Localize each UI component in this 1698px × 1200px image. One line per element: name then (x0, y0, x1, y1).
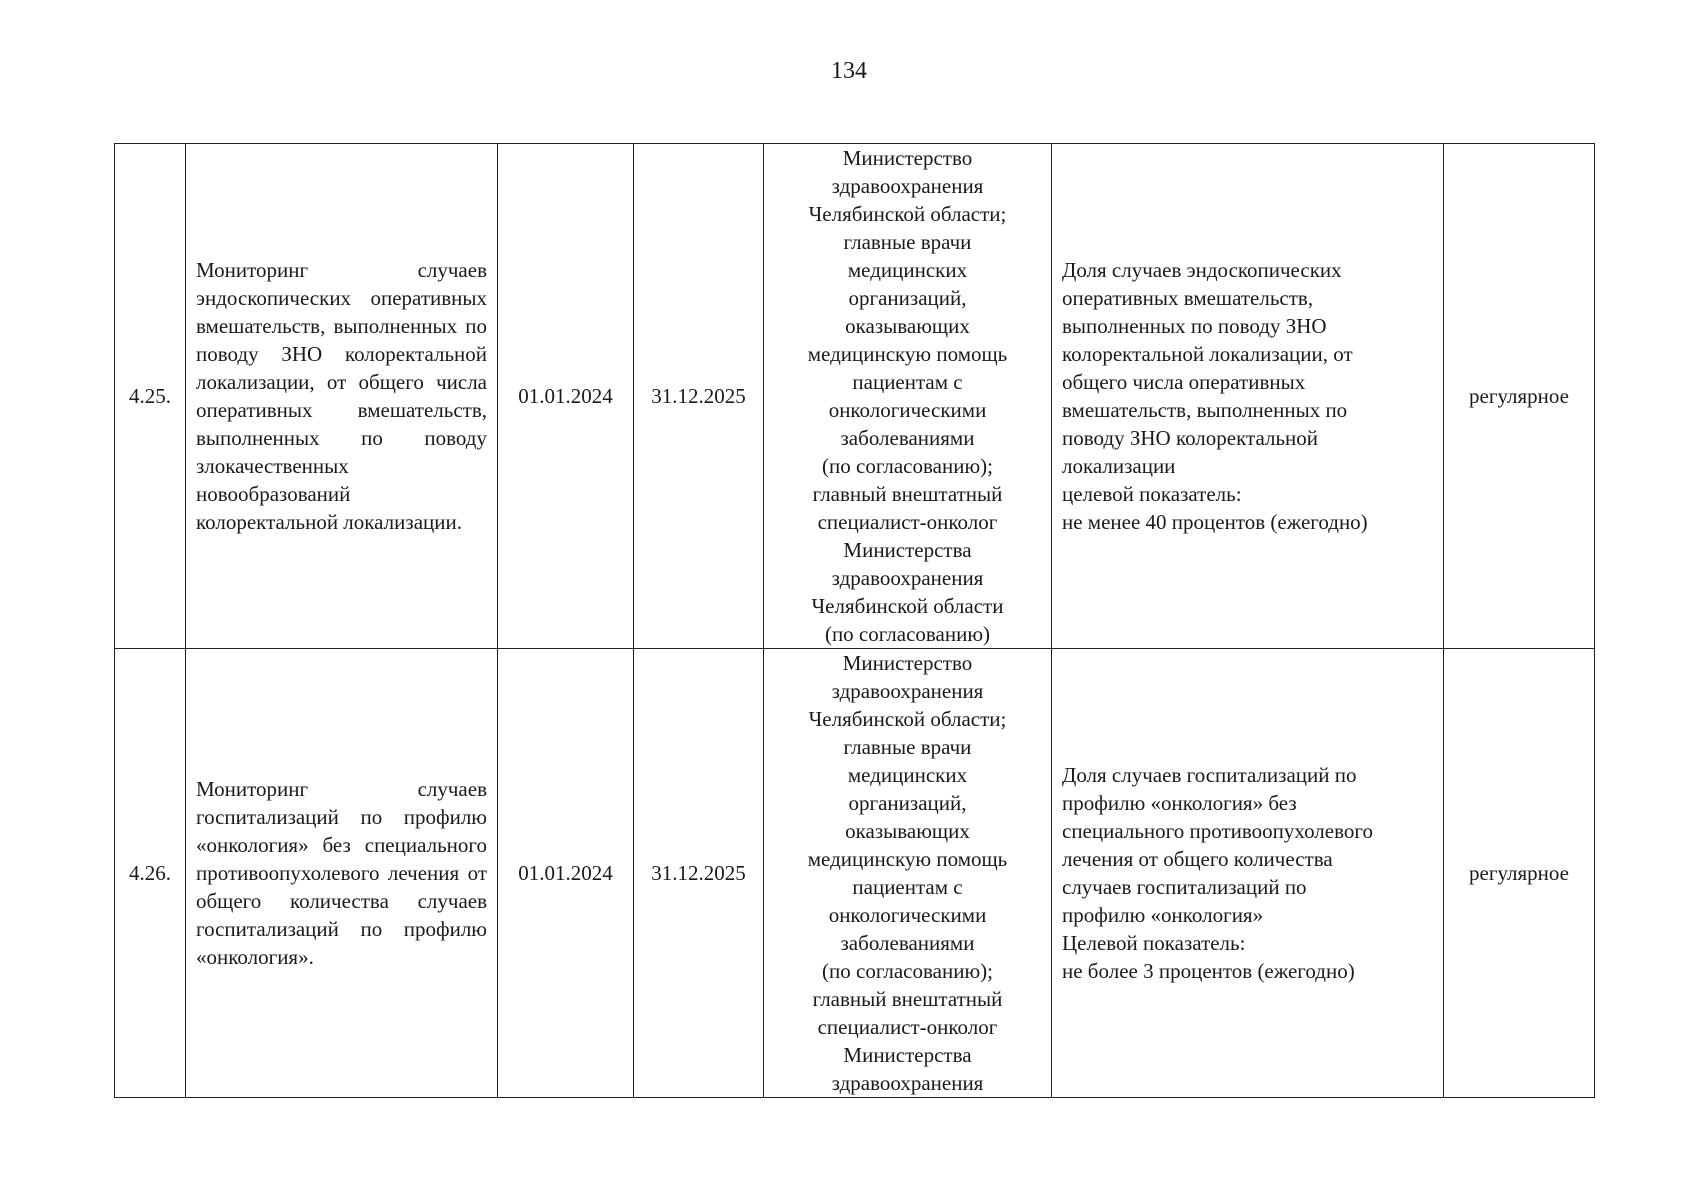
result-line: профилю «онкология» без (1062, 791, 1297, 815)
result-line: Доля случаев эндоскопических (1062, 258, 1342, 282)
measure-type: регулярное (1444, 144, 1595, 649)
result-line: оперативных вмешательств, (1062, 286, 1314, 310)
responsible-line: Челябинской области; (808, 707, 1007, 731)
result-line: Доля случаев госпитализаций по (1062, 763, 1357, 787)
result-line: поводу ЗНО колоректальной (1062, 426, 1318, 450)
responsible-line: Министерство (842, 651, 973, 675)
responsible-line: главный внештатный (812, 482, 1003, 506)
responsible-line: Министерства (843, 538, 972, 562)
responsible-line: специалист-онколог (817, 510, 998, 534)
responsible-line: оказывающих (845, 314, 970, 338)
responsible-line: специалист-онколог (817, 1015, 998, 1039)
responsible-line: здравоохранения (831, 679, 984, 703)
result-line: лечения от общего количества (1062, 847, 1333, 871)
result-line: специального противоопухолевого (1062, 819, 1373, 843)
responsible-line: заболеваниями (840, 426, 975, 450)
row-number: 4.26. (115, 649, 186, 1098)
expected-result (1052, 144, 1444, 649)
measure-type: регулярное (1444, 649, 1595, 1098)
responsible-line: здравоохранения (831, 1071, 984, 1095)
responsible-line: здравоохранения (831, 566, 984, 590)
responsible-line: медицинских (847, 258, 968, 282)
measure-description: Мониторинг случаев эндоскопических оперативных вмешательств, выполненных по поводу ЗНО колоректальной локализации, от общего числа оперативных вмешательств, выполненных по поводу злокачественных новообразований колоректальной локализации. (186, 144, 498, 649)
measures-table (114, 143, 1595, 1098)
result-line: локализации (1062, 454, 1176, 478)
responsible-line: медицинскую помощь (807, 847, 1008, 871)
responsible-line: онкологическими (828, 903, 987, 927)
result-line: не менее 40 процентов (ежегодно) (1062, 510, 1368, 534)
responsible-line: (по согласованию); (822, 454, 993, 478)
responsible-line: организаций, (848, 791, 967, 815)
responsible-line: главные врачи (843, 230, 972, 254)
result-line: Целевой показатель: (1062, 931, 1246, 955)
page-number: 134 (831, 58, 867, 84)
responsible-line: главные врачи (843, 735, 972, 759)
end-date: 31.12.2025 (634, 649, 764, 1098)
responsible-line: Министерство (842, 146, 973, 170)
responsible-line: (по согласованию); (822, 959, 993, 983)
responsible-line: (по согласованию) (824, 622, 991, 646)
table-row (115, 649, 1595, 1098)
result-line: общего числа оперативных (1062, 370, 1306, 394)
end-date: 31.12.2025 (634, 144, 764, 649)
start-date: 01.01.2024 (498, 144, 634, 649)
responsible-line: пациентам с (852, 370, 963, 394)
table-row (115, 144, 1595, 649)
measure-description: Мониторинг случаев госпитализаций по профилю «онкология» без специального противоопухолевого лечения от общего количества случаев госпитализаций по профилю «онкология». (186, 649, 498, 1098)
responsible-line: Министерства (843, 1043, 972, 1067)
responsible-line: главный внештатный (812, 987, 1003, 1011)
expected-result (1052, 649, 1444, 1098)
responsible-line: медицинских (847, 763, 968, 787)
responsible-line: Челябинской области (811, 594, 1004, 618)
responsible-line: здравоохранения (831, 174, 984, 198)
result-line: целевой показатель: (1062, 482, 1242, 506)
result-line: выполненных по поводу ЗНО (1062, 314, 1327, 338)
responsible-line: онкологическими (828, 398, 987, 422)
row-number: 4.25. (115, 144, 186, 649)
responsible-line: организаций, (848, 286, 967, 310)
responsible-line: пациентам с (852, 875, 963, 899)
responsible-executors (764, 649, 1052, 1098)
result-line: вмешательств, выполненных по (1062, 398, 1348, 422)
result-line: профилю «онкология» (1062, 903, 1264, 927)
result-line: случаев госпитализаций по (1062, 875, 1307, 899)
responsible-line: оказывающих (845, 819, 970, 843)
responsible-executors (764, 144, 1052, 649)
responsible-line: заболеваниями (840, 931, 975, 955)
result-line: колоректальной локализации, от (1062, 342, 1353, 366)
responsible-line: медицинскую помощь (807, 342, 1008, 366)
responsible-line: Челябинской области; (808, 202, 1007, 226)
result-line: не более 3 процентов (ежегодно) (1062, 959, 1355, 983)
start-date: 01.01.2024 (498, 649, 634, 1098)
